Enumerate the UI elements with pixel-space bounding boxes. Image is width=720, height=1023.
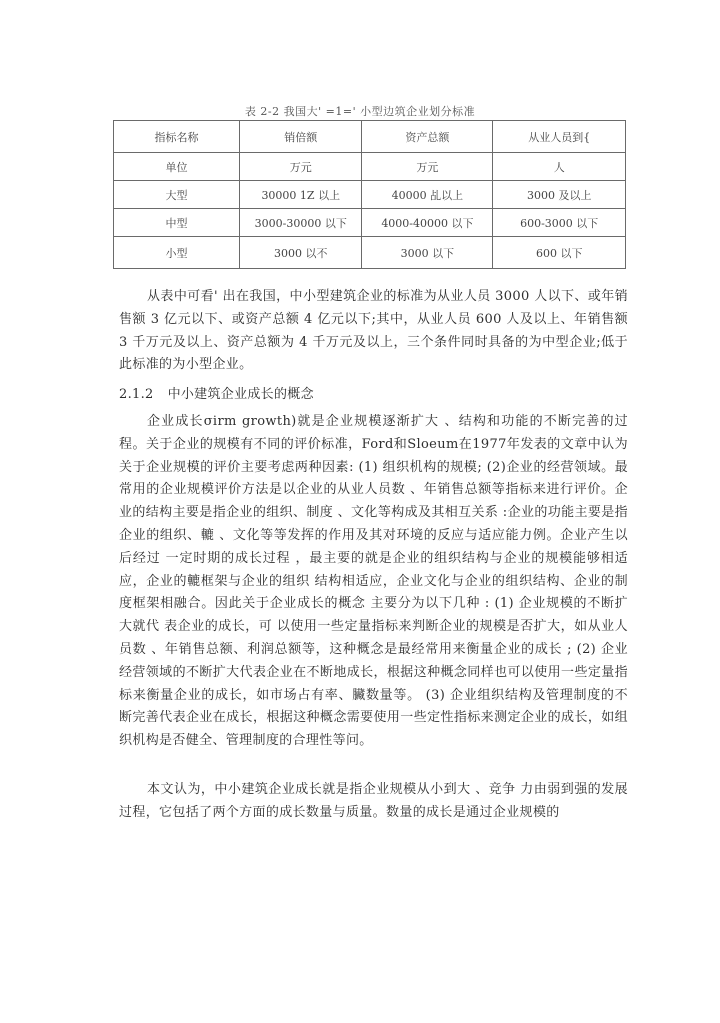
table-cell: 30000 1Z 以上 bbox=[240, 181, 362, 209]
table-cell: 小型 bbox=[114, 237, 240, 269]
table-row bbox=[114, 181, 626, 209]
table-header-cell: 资产总额 bbox=[362, 121, 493, 153]
table-header-cell: 从业人员到{ bbox=[493, 121, 626, 153]
table-caption: 表 2-2 我国大' =1=' 小型边筑企业划分标准 bbox=[244, 105, 476, 118]
table-cell: 4000-40000 以下 bbox=[362, 209, 493, 237]
table-cell: 人 bbox=[493, 153, 626, 181]
table-row bbox=[114, 153, 626, 181]
table-cell: 40000 乩以上 bbox=[362, 181, 493, 209]
table-cell: 600-3000 以下 bbox=[493, 209, 626, 237]
table-cell: 万元 bbox=[362, 153, 493, 181]
section-title: 中小建筑企业成长的概念 bbox=[167, 387, 314, 402]
table-header-cell: 销倍额 bbox=[240, 121, 362, 153]
paragraph-standard-summary: 从表中可看' 出在我国，中小型建筑企业的标准为从业人员 3000 人以下、或年销售额 3 亿元以下、或资产总额 4 亿元以下;其中，从业人员 600 人及以上、年销售额 3 千万元及以上、资产总额为 4 千万元及以上，三个条件同时具备的为中型企业;低于此标准的为小型企业。 bbox=[119, 289, 628, 373]
classification-table bbox=[113, 120, 626, 269]
table-cell: 万元 bbox=[240, 153, 362, 181]
table-cell: 600 以下 bbox=[493, 237, 626, 269]
table-cell: 中型 bbox=[114, 209, 240, 237]
paragraph-author-view: 本文认为，中小建筑企业成长就是指企业规模从小到大 、竞争 力由弱到强的发展过程，它包括了两个方面的成长数量与质量。数量的成长是通过企业规模的 bbox=[119, 782, 628, 820]
section-number: 2.1.2 bbox=[119, 387, 154, 402]
table-cell: 单位 bbox=[114, 153, 240, 181]
table-cell: 大型 bbox=[114, 181, 240, 209]
paragraph-growth-concept: 企业成长σirm growth)就是企业规模逐渐扩大 、结构和功能的不断完善的过程。关于企业的规模有不同的评价标准，Ford和Sloeum在1977年发表的文章中认为关于企业规模的评价主要考虑两种因素: (1) 组织机构的规模; (2)企业的经营领域。最常用的企业规模评价方法是以企业的从业人员数 、年销售总额等指标来进行评价。企业的结构主要是指企业的组织、制度 、文化等构成及其相互关系 :企业的功能主要是指企业的组织、轆 、文化等等发挥的作用及其对环境的反应与适应能力例。企业产生以后经过 一定时期的成长过程 ，最主要的就是企业的组织结构与企业的规模能够相适 应，企业的轆框架与企业的组织 结构相适应，企业文化与企业的组织结构、企业的制度框架相融合。因此关于企业成长的概念 主要分为以下几种 : (1) 企业规模的不断扩大就代 表企业的成长，可 以使用一些定量指标来判断企业的规模是否扩大，如从业人员数 、年销售总额、利润总额等，这种概念是最经常用来衡量企业的成长 ; (2) 企业经营领域的不断扩大代表企业在不断地成长，根据这种概念同样也可以使用一些定量指标来衡量企业的成长，如市场占有率、臟数量等。 (3) 企业组织结构及管理制度的不断完善代表企业在成长，根据这种概念需要使用一些定性指标来测定企业的成长，如组织机构是否健全、管理制度的合理性等问。 bbox=[119, 414, 628, 749]
table-cell: 3000 及以上 bbox=[493, 181, 626, 209]
section-heading bbox=[119, 383, 314, 402]
table-row bbox=[114, 209, 626, 237]
table-cell: 3000 以下 bbox=[362, 237, 493, 269]
table-cell: 3000 以不 bbox=[240, 237, 362, 269]
table-header-cell: 指标名称 bbox=[114, 121, 240, 153]
table-row bbox=[114, 237, 626, 269]
table-header-row bbox=[114, 121, 626, 153]
table-cell: 3000-30000 以下 bbox=[240, 209, 362, 237]
